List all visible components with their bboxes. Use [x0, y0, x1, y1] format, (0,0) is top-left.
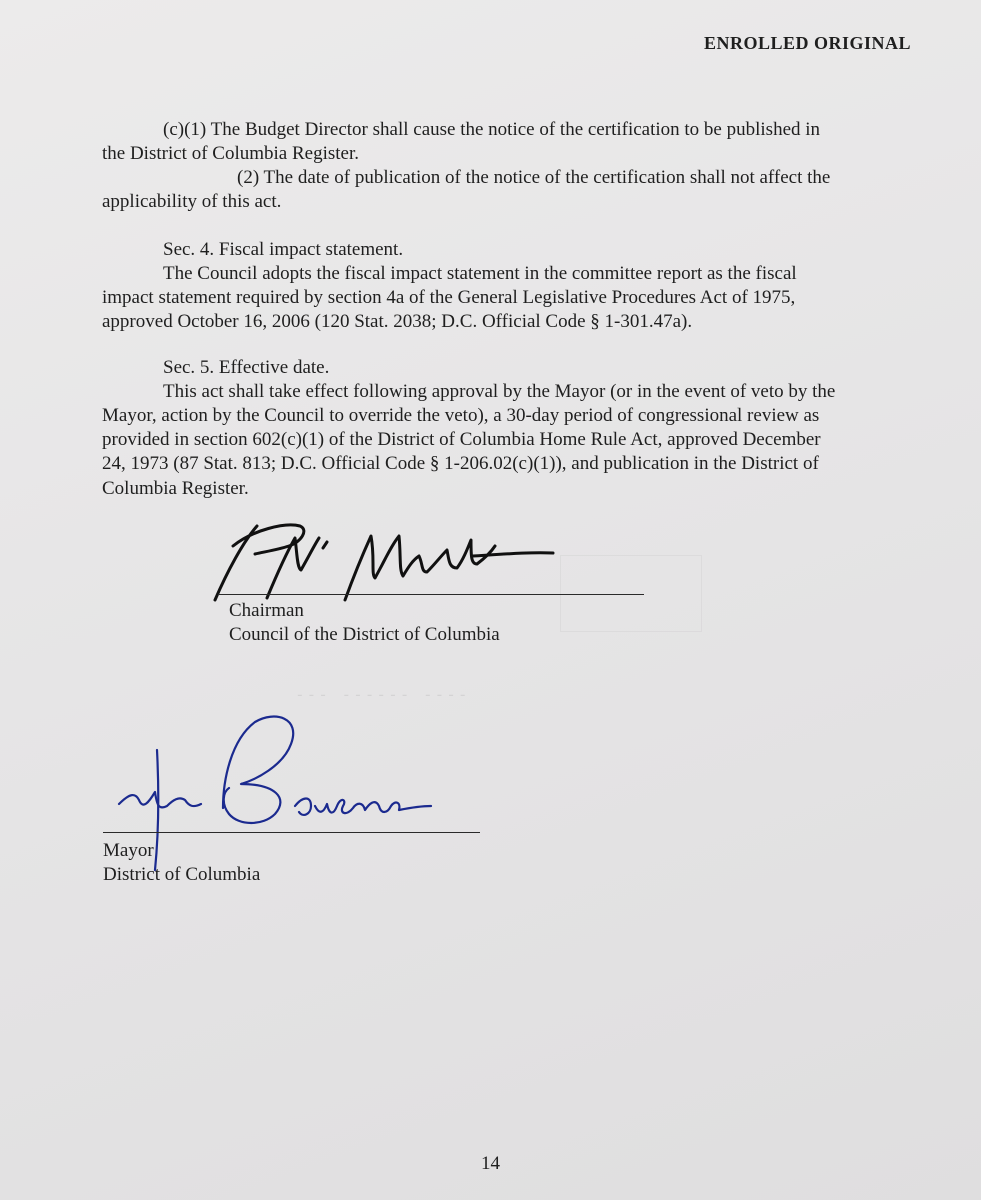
- sec3c-p2-line2: applicability of this act.: [102, 191, 282, 212]
- sec4-heading: Sec. 4. Fiscal impact statement.: [163, 239, 404, 260]
- mayor-org: District of Columbia: [103, 864, 261, 885]
- sec5-line5: Columbia Register.: [102, 478, 249, 499]
- enrolled-original-header: ENROLLED ORIGINAL: [703, 33, 911, 53]
- sec3c-p1-line2: the District of Columbia Register.: [102, 143, 359, 164]
- mayor-title: Mayor: [103, 840, 154, 861]
- sec4-line1: The Council adopts the fiscal impact statement in the committee report as the fiscal: [163, 263, 797, 284]
- sec5-line3: provided in section 602(c)(1) of the District of Columbia Home Rule Act, approved December: [102, 429, 821, 450]
- chairman-signature-image: [205, 512, 565, 607]
- page-number: 14: [481, 1153, 500, 1174]
- sec5-line4: 24, 1973 (87 Stat. 813; D.C. Official Code § 1-206.02(c)(1)), and publication in the District of: [102, 453, 819, 474]
- chairman-org: Council of the District of Columbia: [229, 624, 500, 645]
- sec4-line2: impact statement required by section 4a of the General Legislative Procedures Act of 1975,: [102, 287, 796, 308]
- mayor-signature-image: [105, 710, 445, 885]
- sec5-line2: Mayor, action by the Council to override the veto), a 30-day period of congressional review as: [102, 405, 820, 426]
- mayor-signature-line: [103, 832, 480, 833]
- sec5-heading: Sec. 5. Effective date.: [163, 357, 330, 378]
- sec5-line1: This act shall take effect following approval by the Mayor (or in the event of veto by the: [163, 381, 836, 402]
- sec3c-p1-line1: (c)(1) The Budget Director shall cause the notice of the certification to be published in: [163, 119, 821, 140]
- sec3c-p2-line1: (2) The date of publication of the notice of the certification shall not affect the: [237, 167, 831, 188]
- chairman-title: Chairman: [229, 600, 304, 621]
- sec4-line3: approved October 16, 2006 (120 Stat. 2038; D.C. Official Code § 1-301.47a).: [102, 311, 693, 332]
- chairman-signature-line: [218, 594, 644, 595]
- bleed-through-text: --- ------ ----: [295, 685, 470, 704]
